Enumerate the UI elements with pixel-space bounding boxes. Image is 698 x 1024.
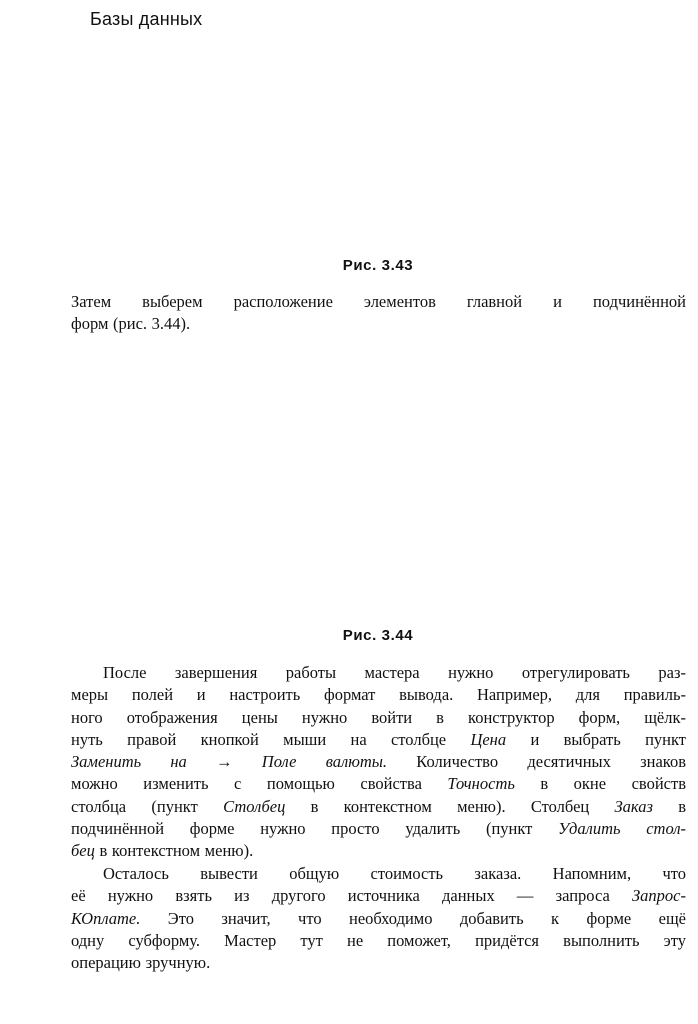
menu-term: Заменить на → Поле валюты.	[71, 752, 388, 772]
page-header: Базы данных	[90, 9, 203, 29]
figure-3-43-area	[70, 40, 686, 245]
figure-3-44-area	[70, 345, 686, 615]
text-line: можно изменить с помощью свойства Точность в окне свойств	[71, 774, 686, 794]
menu-term: Точность	[447, 774, 515, 794]
text-line: Осталось вывести общую стоимость заказа. Напомним, что	[103, 864, 686, 883]
menu-term: Цена	[470, 729, 507, 749]
text-line: её нужно взять из другого источника данных — запроса Запрос-	[71, 886, 686, 906]
figure-caption-3-44: Рис. 3.44	[342, 627, 414, 644]
text-line: Заменить на → Поле валюты. Количество десятичных знаков	[71, 752, 686, 772]
text-line: столбца (пункт Столбец в контекстном меню). Столбец Заказ в	[71, 796, 686, 816]
text-line: одну субформу. Мастер тут не поможет, придётся выполнить эту	[71, 930, 686, 950]
menu-term: Заказ	[614, 796, 653, 816]
menu-term: Запрос-	[632, 886, 686, 906]
text-line: ного отображения цены нужно войти в конструктор форм, щёлк-	[71, 707, 686, 727]
text-line: операцию зручную.	[71, 953, 211, 973]
text-line: КОплате. Это значит, что необходимо добавить к форме ещё	[71, 908, 686, 928]
text-line: меры полей и настроить формат вывода. Например, для правиль-	[71, 685, 686, 705]
menu-term: Столбец	[223, 796, 286, 816]
text-line: После завершения работы мастера нужно отрегулировать раз-	[103, 663, 686, 682]
text-line: подчинённой форме нужно просто удалить (пункт Удалить стол-	[71, 819, 687, 839]
menu-term: Удалить стол-	[558, 819, 687, 839]
figure-caption-3-43: Рис. 3.43	[342, 257, 414, 274]
text-line: бец в контекстном меню).	[71, 841, 254, 861]
text-line: нуть правой кнопкой мыши на столбце Цена и выбрать пункт	[71, 729, 686, 749]
text-line: Затем выберем расположение элементов главной и подчинённой	[71, 292, 686, 311]
paragraph-1	[71, 291, 686, 336]
text-line: форм (рис. 3.44).	[71, 314, 191, 334]
menu-term: бец	[71, 841, 95, 861]
paragraph-2	[71, 662, 686, 863]
menu-term: КОплате.	[71, 908, 141, 928]
paragraph-3	[71, 863, 686, 974]
